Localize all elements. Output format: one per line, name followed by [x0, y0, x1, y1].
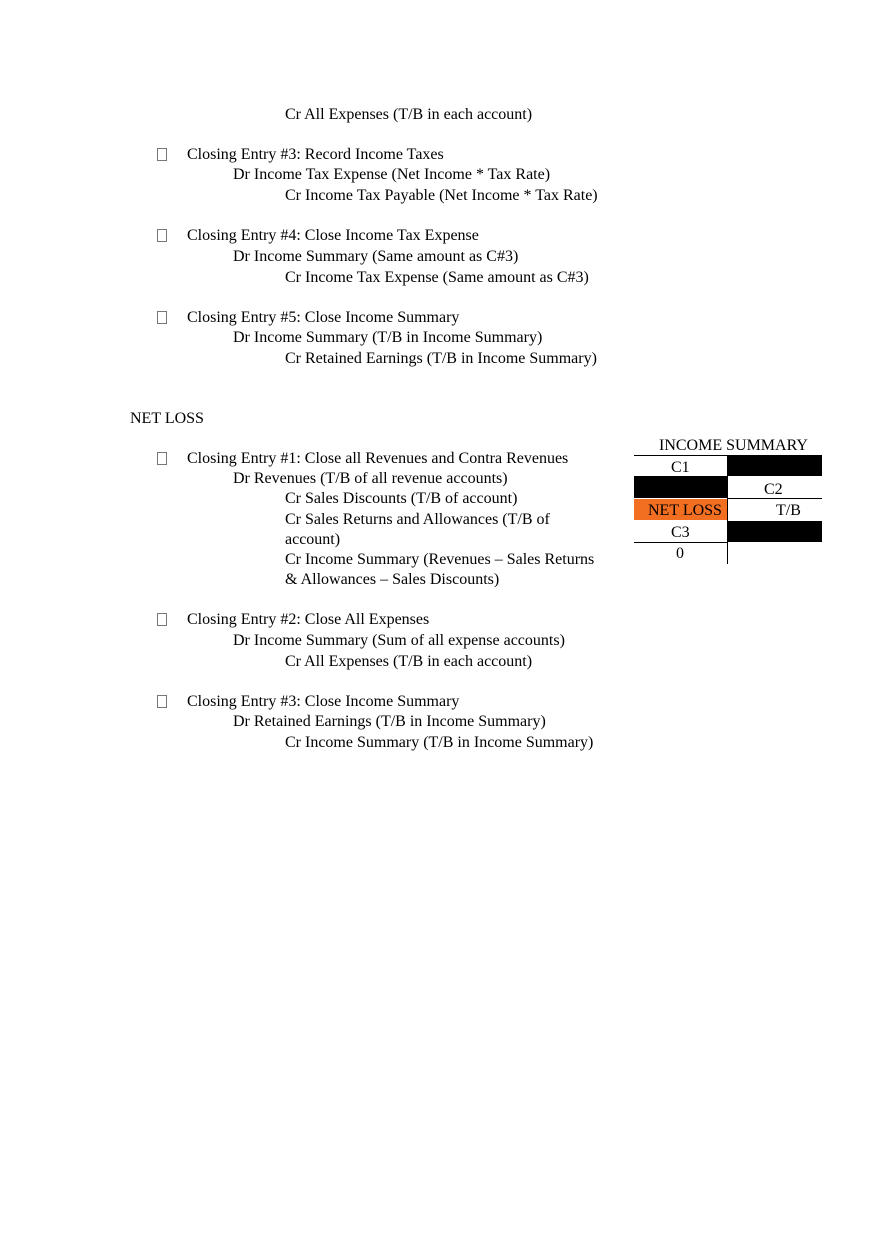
income-summary-t-account: [634, 436, 822, 566]
closing-entry-3-debit: Dr Income Tax Expense (Net Income * Tax Rate): [233, 166, 551, 183]
closing-entry-5-credit: Cr Retained Earnings (T/B in Income Summary): [285, 350, 597, 367]
net-loss-entry-1-credit-2-cont: account): [285, 531, 341, 548]
bullet-icon: [157, 229, 167, 242]
t-account-shaded-credit-2: [727, 521, 822, 542]
t-account-top-rule: [634, 455, 822, 456]
t-account-c2-rule: [727, 498, 822, 499]
t-account-title: INCOME SUMMARY: [659, 437, 808, 454]
net-loss-entry-3-credit: Cr Income Summary (T/B in Income Summary): [285, 734, 594, 751]
bullet-icon: [157, 311, 167, 324]
t-account-c3: C3: [671, 524, 690, 541]
t-account-c1: C1: [671, 459, 690, 476]
t-account-center-rule: [727, 455, 728, 564]
closing-entry-4-debit: Dr Income Summary (Same amount as C#3): [233, 248, 519, 265]
net-loss-entry-3-debit: Dr Retained Earnings (T/B in Income Summary): [233, 713, 546, 730]
net-loss-entry-1-credit-3-cont: & Allowances – Sales Discounts): [285, 571, 500, 588]
net-loss-entry-2-debit: Dr Income Summary (Sum of all expense accounts): [233, 632, 565, 649]
net-loss-entry-1-debit: Dr Revenues (T/B of all revenue accounts): [233, 470, 508, 487]
bullet-icon: [157, 613, 167, 626]
t-account-tb: T/B: [776, 502, 801, 519]
net-loss-heading: NET LOSS: [130, 410, 204, 427]
closing-entry-3-title: Closing Entry #3: Record Income Taxes: [187, 146, 444, 163]
net-loss-entry-1-credit-3: Cr Income Summary (Revenues – Sales Returns: [285, 551, 595, 568]
net-loss-entry-2-credit: Cr All Expenses (T/B in each account): [285, 653, 533, 670]
bullet-icon: [157, 452, 167, 465]
bullet-icon: [157, 695, 167, 708]
net-loss-entry-2-title: Closing Entry #2: Close All Expenses: [187, 611, 430, 628]
t-account-shaded-credit-1: [727, 455, 822, 476]
t-account-c2: C2: [764, 481, 783, 498]
t-account-c3-rule: [634, 542, 727, 543]
closing-entry-5-debit: Dr Income Summary (T/B in Income Summary): [233, 329, 543, 346]
closing-entry-4-credit: Cr Income Tax Expense (Same amount as C#3): [285, 269, 589, 286]
t-account-zero: 0: [676, 545, 684, 562]
net-loss-entry-1-title: Closing Entry #1: Close all Revenues and Contra Revenues: [187, 450, 569, 467]
t-account-net-loss: NET LOSS: [648, 502, 722, 519]
bullet-icon: [157, 148, 167, 161]
net-loss-entry-3-title: Closing Entry #3: Close Income Summary: [187, 693, 460, 710]
t-account-shaded-debit-1: [634, 476, 727, 498]
closing-entry-4-title: Closing Entry #4: Close Income Tax Expense: [187, 227, 479, 244]
closing-entry-5-title: Closing Entry #5: Close Income Summary: [187, 309, 460, 326]
net-loss-entry-1-credit-2: Cr Sales Returns and Allowances (T/B of: [285, 511, 550, 528]
expenses-credit-line: Cr All Expenses (T/B in each account): [285, 106, 533, 123]
net-loss-entry-1-credit-1: Cr Sales Discounts (T/B of account): [285, 490, 518, 507]
closing-entry-3-credit: Cr Income Tax Payable (Net Income * Tax Rate): [285, 187, 598, 204]
